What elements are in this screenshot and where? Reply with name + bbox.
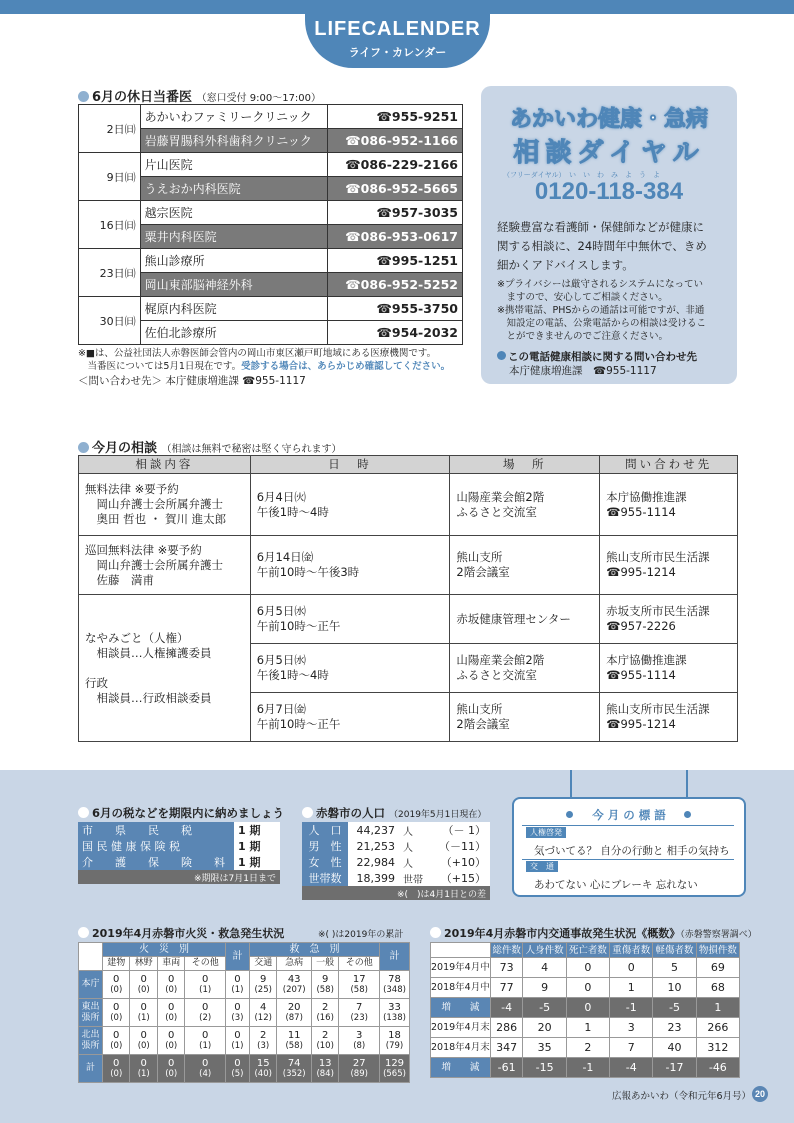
consult-content-1: 無料法律 ※要予約 岡山弁護士会所属弁護士 奥田 哲也 ・ 賀川 進太郎 bbox=[79, 474, 251, 536]
traffic-title: 2019年4月赤磐市内交通事故発生状況《概数》（赤磐警察署調べ） bbox=[430, 925, 757, 941]
traffic-row: 2019年4月中 73 4 0 0 5 69 bbox=[431, 958, 740, 978]
clinic-phone: ☎955-9251 bbox=[328, 105, 463, 129]
fire-row: 東出張所 0 (0) 0 (1) 0 (0) 0 (2) 0 (3) 4 (12) 20 (87) 2 (16) 7 (23) 33 (138) bbox=[79, 999, 410, 1027]
holiday-date: 16日㈰ bbox=[79, 201, 141, 249]
dial-number: 0120-118-384 bbox=[534, 178, 684, 205]
traffic-row: 2018年4月末 347 35 2 7 40 312 bbox=[431, 1038, 740, 1058]
motto-title: 今 月 の 標 語 bbox=[592, 808, 666, 822]
motto-human-rights: 気づいてる？ 自分の行動と 相手の気持ち bbox=[534, 845, 730, 857]
header-logo: LIFECALENDER bbox=[314, 18, 481, 40]
dial-title1: あかいわ健康・急病 bbox=[509, 107, 708, 132]
dial-body: 経験豊富な看護師・保健師などが健康に 関する相談に、24時間年中無休で、きめ 細かくアドバイスします。 bbox=[497, 220, 707, 272]
holiday-table bbox=[78, 104, 463, 345]
fire-title: 2019年4月赤磐市火災・救急発生状況 bbox=[78, 925, 284, 941]
population-row: 世帯数 18,399 世帯 （+15） bbox=[302, 870, 490, 886]
page-number: 20 bbox=[752, 1086, 768, 1102]
traffic-row: 増 減 -61 -15 -1 -4 -17 -46 bbox=[431, 1058, 740, 1078]
clinic-name: 越宗医院 bbox=[140, 201, 328, 225]
clinic-name: 梶原内科医院 bbox=[140, 297, 328, 321]
fire-row: 本庁 0 (0) 0 (0) 0 (0) 0 (1) 0 (1) 9 (25) 43 (207) 9 (58) 17 (58) 78 (348) bbox=[79, 971, 410, 999]
traffic-row: 2018年4月中 77 9 0 1 10 68 bbox=[431, 978, 740, 998]
motto-traffic: あわてない 心にブレーキ 忘れない bbox=[534, 879, 698, 891]
dial-notes: ※プライバシーは厳守されるシステムになってい ますので、安心してご相談ください。 ※携帯電話、PHSからの通話は可能ですが、非通 知設定の電話、公衆電話からの相談は受けるこ とができませんのでご注意ください。 bbox=[497, 279, 707, 342]
clinic-name: 熊山診療所 bbox=[140, 249, 328, 273]
traffic-row: 2019年4月末 286 20 1 3 23 266 bbox=[431, 1018, 740, 1038]
population-table: 人 口 44,237 人 （－ 1） 男 性 21,253 人 （－11） 女 性 22,984 人 （+10） 世帯数 18,399 世帯 （+15） ※( )は4月1日との差 bbox=[302, 822, 490, 900]
clinic-name: 粟井内科医院 bbox=[140, 225, 328, 249]
header-subtitle: ライフ・カレンダー bbox=[348, 46, 447, 59]
tax-table: 市 県 民 税 1 期 国 民 健 康 保 険 税 1 期 介 護 保 険 料 1 期 ※期限は7月1日まで bbox=[78, 822, 280, 884]
dial-title2: 相談ダイヤル bbox=[513, 138, 705, 168]
traffic-row: 増 減 -4 -5 0 -1 -5 1 bbox=[431, 998, 740, 1018]
clinic-phone: ☎995-1251 bbox=[328, 249, 463, 273]
motto-box: 今 月 の 標 語 人権啓発 気づいてる？ 自分の行動と 相手の気持ち 交 通 あわてない 心にブレーキ 忘れない bbox=[512, 797, 746, 897]
holiday-date: 23日㈰ bbox=[79, 249, 141, 297]
holiday-row bbox=[79, 201, 463, 225]
holiday-date: 30日㈰ bbox=[79, 297, 141, 345]
health-dial-box bbox=[481, 86, 737, 384]
clinic-name: 岩藤胃腸科外科歯科クリニック bbox=[140, 129, 328, 153]
holiday-row bbox=[79, 249, 463, 273]
consult-content-2: 巡回無料法律 ※要予約 岡山弁護士会所属弁護士 佐藤 満甫 bbox=[79, 536, 251, 595]
footer-text: 広報あかいわ（令和元年6月号） bbox=[612, 1091, 752, 1102]
header-tab bbox=[305, 0, 490, 68]
clinic-name: あかいわファミリークリニック bbox=[140, 105, 328, 129]
population-title: 赤磐市の人口 （2019年5月1日現在） bbox=[302, 805, 486, 821]
dial-inquiry: この電話健康相談に関する問い合わせ先 bbox=[497, 349, 697, 364]
clinic-phone: ☎086-953-0617 bbox=[328, 225, 463, 249]
clinic-name: 片山医院 bbox=[140, 153, 328, 177]
fire-note: ※( )は2019年の累計 bbox=[318, 930, 404, 940]
holiday-date: 2日㈰ bbox=[79, 105, 141, 153]
consult-title: 今月の相談 （相談は無料で秘密は堅く守られます） bbox=[78, 437, 342, 456]
population-row: 女 性 22,984 人 （+10） bbox=[302, 854, 490, 870]
clinic-phone: ☎954-2032 bbox=[328, 321, 463, 345]
holiday-note: ※■は、公益社団法人赤磐医師会管内の岡山市東区瀬戸町地域にある医療機関です。 当番医については5月1日現在です。受診する場合は、あらかじめ確認してください。 ＜問い合わせ先＞ 本庁健康増進課 ☎955-1117 bbox=[78, 348, 451, 387]
clinic-name: うえおか内科医院 bbox=[140, 177, 328, 201]
consult-table: 相談内容 日 時 場 所 問い合わせ先 無料法律 ※要予約 岡山弁護士会所属弁護士 奥田 哲也 ・ 賀川 進太郎 6月4日㈫ 午後1時〜4時 山陽産業会館2階 ふるさと交流室 本庁協働推進課 ☎955-1114 巡回無料法律 ※要予約 岡山弁護士会所属弁護士 佐藤 満甫 6月14日㈮ 午前10時〜午後3時 熊山支所 2階会議室 熊山支所市民生活課 ☎995-1214 なやみごと（人権） 相談員…人権擁護委員 行政 相談員…行政相談委員 6月5日㈬ 午前10時〜正午 赤坂健康管理センター 赤坂支所市民生活課 ☎957-2226 6月5日㈬ 午後1時〜4時 山陽産業会館2階 ふるさと交流室 本庁協働推進課 ☎955-1114 6月7日㈮ 午前10時〜正午 熊山支所 2階会議室 熊山支所市民生活課 ☎995-1214 bbox=[78, 455, 738, 742]
fire-row: 北出張所 0 (0) 0 (0) 0 (0) 0 (1) 0 (1) 2 (3) 11 (58) 2 (10) 3 (8) 18 (79) bbox=[79, 1027, 410, 1055]
population-row: 男 性 21,253 人 （－11） bbox=[302, 838, 490, 854]
holiday-row bbox=[79, 297, 463, 321]
clinic-name: 佐伯北診療所 bbox=[140, 321, 328, 345]
dial-ruby: （フリーダイヤル） い い わ み よ う よ bbox=[503, 171, 661, 179]
clinic-phone: ☎086-952-5665 bbox=[328, 177, 463, 201]
clinic-phone: ☎086-952-5252 bbox=[328, 273, 463, 297]
traffic-table: 総件数 人身件数 死亡者数 重傷者数 軽傷者数 物損件数 2019年4月中 73 4 0 0 5 69 2018年4月中 77 9 0 1 10 68 増 減 -4 -5 0 -1 -5 1 2019年4月末 286 20 1 3 23 266 2018年4月末 347 35 2 7 40 312 増 減 -61 -15 -1 -4 -17 -46 bbox=[430, 942, 740, 1078]
dial-inquiry-contact: 本庁健康増進課 ☎955-1117 bbox=[509, 365, 657, 377]
fire-row: 計 0 (0) 0 (1) 0 (0) 0 (4) 0 (5) 15 (40) 74 (352) 13 (84) 27 (89) 129 (565) bbox=[79, 1055, 410, 1083]
clinic-phone: ☎086-229-2166 bbox=[328, 153, 463, 177]
fire-table: 火 災 別 計 救 急 別 計 建物 林野 車両 その他 交通 急病 一般 その他 本庁 0 (0) 0 (0) 0 (0) 0 (1) 0 (1) 9 (25) 43 (207) 9 (58) 17 (58) 78 (348) 東出張所 0 (0) 0 (1) 0 (0) 0 (2) 0 (3) 4 (12) 20 (87) 2 (16) 7 (23) 33 (138) 北出張所 0 (0) 0 (0) 0 (0) 0 (1) 0 (1) 2 (3) 11 (58) 2 (10) 3 (8) 18 (79) 計 0 (0) 0 (1) 0 (0) 0 (4) 0 (5) 15 (40) 74 (352) 13 (84) 27 (89) 129 (565) bbox=[78, 942, 410, 1083]
holiday-title: 6月の休日当番医 （窓口受付 9:00〜17:00） bbox=[78, 86, 321, 105]
holiday-row bbox=[79, 153, 463, 177]
clinic-phone: ☎955-3750 bbox=[328, 297, 463, 321]
holiday-date: 9日㈰ bbox=[79, 153, 141, 201]
clinic-phone: ☎957-3035 bbox=[328, 201, 463, 225]
tax-title: 6月の税などを期限内に納めましょう bbox=[78, 805, 284, 821]
clinic-phone: ☎086-952-1166 bbox=[328, 129, 463, 153]
clinic-name: 岡山東部脳神経外科 bbox=[140, 273, 328, 297]
population-row: 人 口 44,237 人 （－ 1） bbox=[302, 822, 490, 838]
holiday-row bbox=[79, 105, 463, 129]
consult-content-3: なやみごと（人権） 相談員…人権擁護委員 行政 相談員…行政相談委員 bbox=[79, 595, 251, 742]
